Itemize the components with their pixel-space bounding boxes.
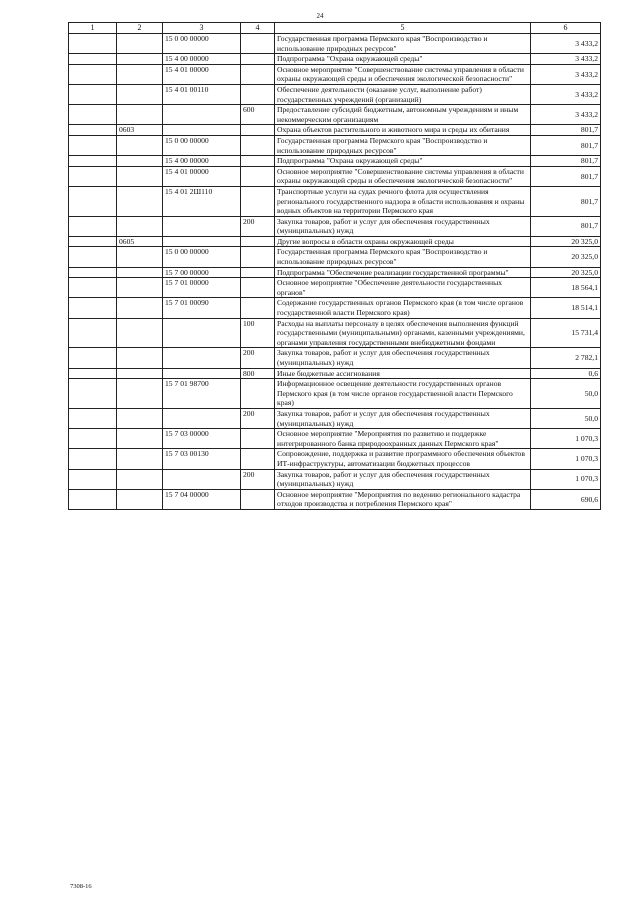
cell-amount: 1 070,3 <box>531 429 601 449</box>
cell-expense-type: 200 <box>241 348 275 368</box>
cell-section <box>117 186 163 216</box>
cell-amount: 801,7 <box>531 135 601 155</box>
cell-description: Подпрограмма "Охрана окружающей среды" <box>275 54 531 65</box>
cell-amount: 3 433,2 <box>531 84 601 104</box>
cell-amount: 20 325,0 <box>531 267 601 278</box>
table-row <box>69 449 601 469</box>
cell-amount: 3 433,2 <box>531 105 601 125</box>
cell-amount: 18 514,1 <box>531 298 601 318</box>
cell-amount: 15 731,4 <box>531 318 601 348</box>
table-row <box>69 489 601 509</box>
cell-section <box>117 379 163 409</box>
cell-amount: 801,7 <box>531 216 601 236</box>
table-row <box>69 166 601 186</box>
cell-target-article: 15 4 00 00000 <box>163 54 241 65</box>
table-row <box>69 105 601 125</box>
cell-section <box>117 247 163 267</box>
cell-target-article: 15 7 04 00000 <box>163 489 241 509</box>
table-row <box>69 236 601 247</box>
cell-target-article: 15 0 00 00000 <box>163 135 241 155</box>
cell-expense-type: 200 <box>241 216 275 236</box>
cell-section <box>117 469 163 489</box>
cell-target-article: 15 4 01 00110 <box>163 84 241 104</box>
cell-target-article <box>163 318 241 348</box>
cell-description: Расходы на выплаты персоналу в целях обеспечения выполнения функций государственными (муниципальными) органами, казенными учреждениями, органами управления государственными внебюджетными фондами <box>275 318 531 348</box>
cell-target-article <box>163 236 241 247</box>
cell-amount: 50,0 <box>531 408 601 428</box>
cell-expense-type: 200 <box>241 469 275 489</box>
cell-amount: 18 564,1 <box>531 278 601 298</box>
column-header: 3 <box>163 23 241 34</box>
cell-col1 <box>69 156 117 167</box>
cell-target-article: 15 7 01 00090 <box>163 298 241 318</box>
cell-section: 0605 <box>117 236 163 247</box>
cell-expense-type <box>241 489 275 509</box>
cell-expense-type <box>241 236 275 247</box>
cell-amount: 801,7 <box>531 156 601 167</box>
cell-description: Подпрограмма "Обеспечение реализации государственной программы" <box>275 267 531 278</box>
cell-expense-type <box>241 267 275 278</box>
cell-expense-type <box>241 34 275 54</box>
cell-col1 <box>69 34 117 54</box>
cell-section <box>117 489 163 509</box>
cell-col1 <box>69 368 117 379</box>
cell-target-article: 15 7 01 00000 <box>163 278 241 298</box>
cell-amount: 0,6 <box>531 368 601 379</box>
cell-section <box>117 267 163 278</box>
cell-target-article <box>163 105 241 125</box>
table-row <box>69 298 601 318</box>
table-row <box>69 186 601 216</box>
cell-col1 <box>69 298 117 318</box>
cell-amount: 801,7 <box>531 186 601 216</box>
cell-amount: 3 433,2 <box>531 54 601 65</box>
cell-expense-type: 600 <box>241 105 275 125</box>
cell-section: 0603 <box>117 125 163 136</box>
cell-description: Содержание государственных органов Пермского края (в том числе органов государственной власти Пермского края) <box>275 298 531 318</box>
cell-amount: 801,7 <box>531 166 601 186</box>
cell-col1 <box>69 186 117 216</box>
column-header: 4 <box>241 23 275 34</box>
cell-target-article: 15 7 03 00000 <box>163 429 241 449</box>
column-header: 1 <box>69 23 117 34</box>
cell-col1 <box>69 247 117 267</box>
column-header: 2 <box>117 23 163 34</box>
table-row <box>69 379 601 409</box>
cell-section <box>117 84 163 104</box>
cell-section <box>117 348 163 368</box>
cell-col1 <box>69 216 117 236</box>
cell-description: Основное мероприятие "Обеспечение деятельности государственных органов" <box>275 278 531 298</box>
cell-description: Закупка товаров, работ и услуг для обеспечения государственных (муниципальных) нужд <box>275 216 531 236</box>
cell-col1 <box>69 105 117 125</box>
table-row <box>69 216 601 236</box>
cell-col1 <box>69 135 117 155</box>
cell-target-article <box>163 368 241 379</box>
table-row <box>69 247 601 267</box>
table-row <box>69 54 601 65</box>
cell-amount: 690,6 <box>531 489 601 509</box>
cell-description: Закупка товаров, работ и услуг для обеспечения государственных (муниципальных) нужд <box>275 469 531 489</box>
table-row <box>69 267 601 278</box>
cell-amount: 3 433,2 <box>531 64 601 84</box>
cell-expense-type: 200 <box>241 408 275 428</box>
cell-expense-type <box>241 298 275 318</box>
cell-section <box>117 298 163 318</box>
table-row <box>69 318 601 348</box>
cell-expense-type <box>241 64 275 84</box>
cell-target-article: 15 0 00 00000 <box>163 34 241 54</box>
cell-expense-type <box>241 166 275 186</box>
cell-section <box>117 429 163 449</box>
cell-col1 <box>69 408 117 428</box>
table-row <box>69 278 601 298</box>
cell-col1 <box>69 318 117 348</box>
cell-target-article <box>163 469 241 489</box>
cell-expense-type <box>241 379 275 409</box>
cell-target-article <box>163 125 241 136</box>
cell-target-article: 15 4 01 2Ш110 <box>163 186 241 216</box>
cell-col1 <box>69 267 117 278</box>
cell-col1 <box>69 64 117 84</box>
cell-description: Основное мероприятие "Совершенствование системы управления в области охраны окружающей среды и обеспечения экологической безопасности" <box>275 166 531 186</box>
cell-description: Транспортные услуги на судах речного флота для осуществления регионального государственного надзора в области использования и охраны водных объектов на территории Пермского края <box>275 186 531 216</box>
cell-section <box>117 408 163 428</box>
cell-section <box>117 105 163 125</box>
cell-col1 <box>69 125 117 136</box>
cell-description: Закупка товаров, работ и услуг для обеспечения государственных (муниципальных) нужд <box>275 408 531 428</box>
cell-expense-type <box>241 186 275 216</box>
cell-col1 <box>69 489 117 509</box>
cell-expense-type <box>241 429 275 449</box>
cell-target-article: 15 4 00 00000 <box>163 156 241 167</box>
cell-section <box>117 216 163 236</box>
cell-section <box>117 64 163 84</box>
table-row <box>69 368 601 379</box>
cell-target-article: 15 4 01 00000 <box>163 166 241 186</box>
cell-amount: 20 325,0 <box>531 247 601 267</box>
cell-expense-type <box>241 449 275 469</box>
cell-target-article: 15 7 00 00000 <box>163 267 241 278</box>
cell-description: Информационное освещение деятельности государственных органов Пермского края (в том числе органов государственной власти Пермского края) <box>275 379 531 409</box>
cell-section <box>117 54 163 65</box>
cell-target-article <box>163 408 241 428</box>
cell-col1 <box>69 84 117 104</box>
cell-target-article: 15 7 03 00130 <box>163 449 241 469</box>
cell-section <box>117 156 163 167</box>
cell-description: Подпрограмма "Охрана окружающей среды" <box>275 156 531 167</box>
cell-amount: 1 070,3 <box>531 449 601 469</box>
table-row <box>69 408 601 428</box>
cell-target-article: 15 0 00 00000 <box>163 247 241 267</box>
cell-description: Обеспечение деятельности (оказание услуг, выполнение работ) государственных учреждений (организаций) <box>275 84 531 104</box>
cell-description: Предоставление субсидий бюджетным, автономным учреждениям и иным некоммерческим организациям <box>275 105 531 125</box>
cell-col1 <box>69 469 117 489</box>
cell-amount: 1 070,3 <box>531 469 601 489</box>
page-number: 24 <box>316 12 324 20</box>
cell-description: Иные бюджетные ассигнования <box>275 368 531 379</box>
cell-description: Охрана объектов растительного и животного мира и среды их обитания <box>275 125 531 136</box>
cell-target-article: 15 4 01 00000 <box>163 64 241 84</box>
cell-amount: 2 782,1 <box>531 348 601 368</box>
cell-description: Закупка товаров, работ и услуг для обеспечения государственных (муниципальных) нужд <box>275 348 531 368</box>
column-header: 5 <box>275 23 531 34</box>
cell-description: Государственная программа Пермского края "Воспроизводство и использование природных ресурсов" <box>275 34 531 54</box>
table-row <box>69 429 601 449</box>
cell-target-article: 15 7 01 98700 <box>163 379 241 409</box>
cell-col1 <box>69 54 117 65</box>
cell-amount: 50,0 <box>531 379 601 409</box>
table-row <box>69 34 601 54</box>
table-row <box>69 64 601 84</box>
budget-table <box>68 22 601 510</box>
cell-section <box>117 278 163 298</box>
cell-col1 <box>69 379 117 409</box>
cell-col1 <box>69 236 117 247</box>
table-header-row <box>69 23 601 34</box>
table-row <box>69 125 601 136</box>
cell-expense-type: 800 <box>241 368 275 379</box>
cell-expense-type: 100 <box>241 318 275 348</box>
cell-expense-type <box>241 135 275 155</box>
cell-section <box>117 318 163 348</box>
cell-section <box>117 34 163 54</box>
cell-expense-type <box>241 278 275 298</box>
cell-section <box>117 368 163 379</box>
cell-col1 <box>69 429 117 449</box>
cell-description: Основное мероприятие "Мероприятия по развитию и поддержке интегрированного банка природоохранных данных Пермского края" <box>275 429 531 449</box>
cell-expense-type <box>241 125 275 136</box>
cell-expense-type <box>241 84 275 104</box>
footer-document-code: 7308-16 <box>70 883 92 890</box>
cell-section <box>117 449 163 469</box>
cell-col1 <box>69 449 117 469</box>
cell-target-article <box>163 216 241 236</box>
cell-amount: 20 325,0 <box>531 236 601 247</box>
cell-description: Основное мероприятие "Мероприятия по ведению регионального кадастра отходов производства и потребления Пермского края" <box>275 489 531 509</box>
column-header: 6 <box>531 23 601 34</box>
table-row <box>69 135 601 155</box>
cell-col1 <box>69 278 117 298</box>
cell-amount: 3 433,2 <box>531 34 601 54</box>
cell-description: Государственная программа Пермского края "Воспроизводство и использование природных ресурсов" <box>275 135 531 155</box>
cell-expense-type <box>241 54 275 65</box>
cell-description: Другие вопросы в области охраны окружающей среды <box>275 236 531 247</box>
cell-expense-type <box>241 247 275 267</box>
cell-col1 <box>69 348 117 368</box>
cell-description: Сопровождение, поддержка и развитие программного обеспечения объектов ИТ-инфраструктуры, автоматизации бюджетных процессов <box>275 449 531 469</box>
cell-section <box>117 166 163 186</box>
cell-amount: 801,7 <box>531 125 601 136</box>
cell-col1 <box>69 166 117 186</box>
table-row <box>69 469 601 489</box>
cell-description: Государственная программа Пермского края "Воспроизводство и использование природных ресурсов" <box>275 247 531 267</box>
table-row <box>69 348 601 368</box>
cell-section <box>117 135 163 155</box>
table-row <box>69 84 601 104</box>
cell-target-article <box>163 348 241 368</box>
cell-expense-type <box>241 156 275 167</box>
cell-description: Основное мероприятие "Совершенствование системы управления в области охраны окружающей среды и обеспечения экологической безопасности" <box>275 64 531 84</box>
table-row <box>69 156 601 167</box>
